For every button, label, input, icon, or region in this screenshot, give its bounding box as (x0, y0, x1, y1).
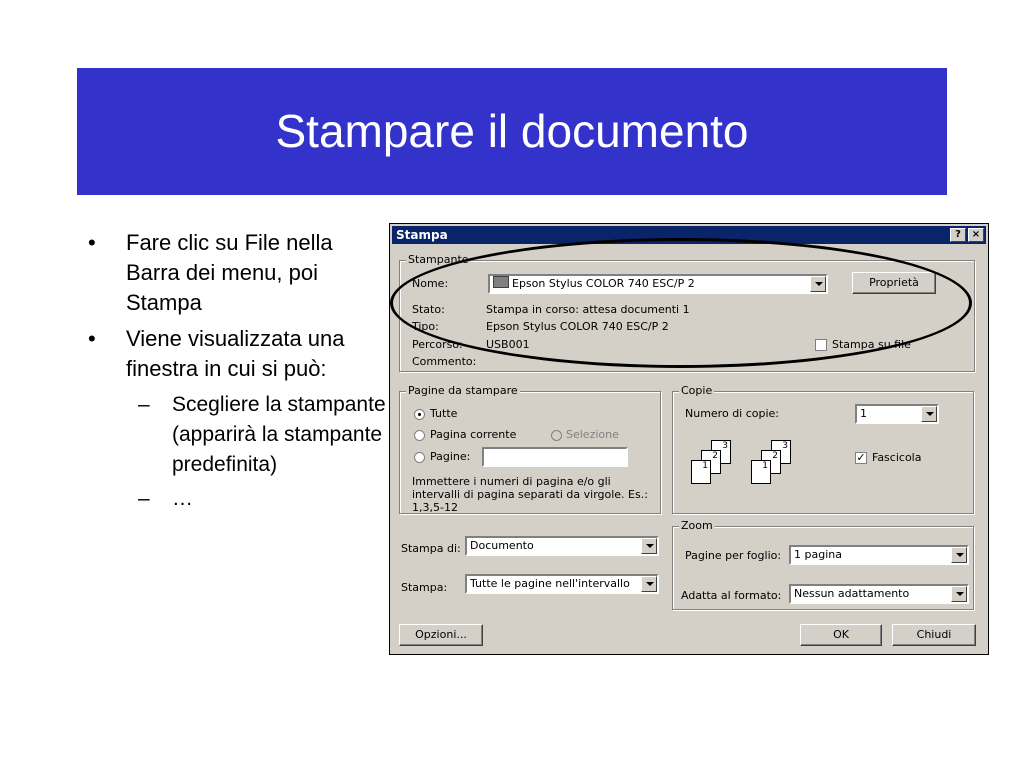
print-what-label: Stampa di: (401, 542, 461, 555)
copies-count-stepper[interactable]: 1 (855, 404, 939, 424)
radio-selection[interactable] (551, 430, 562, 441)
copies-group (672, 384, 974, 514)
collate-checkbox[interactable]: ✓ (856, 451, 866, 464)
print-dialog (389, 223, 989, 655)
zoom-legend: Zoom (681, 519, 713, 532)
page-icon: 3 (771, 440, 791, 464)
copies-count-label: Numero di copie: (685, 407, 780, 420)
printer-legend: Stampante (408, 253, 469, 266)
pages-per-sheet-label: Pagine per foglio: (685, 549, 782, 562)
page-icon: 3 (711, 440, 731, 464)
radio-all-pages[interactable] (414, 409, 425, 420)
all-pages-label: Tutte (430, 407, 458, 420)
print-to-file-label: Stampa su file (832, 338, 911, 351)
status-value: Stampa in corso: attesa documenti 1 (486, 303, 690, 316)
printer-name-select[interactable]: Epson Stylus COLOR 740 ESC/P 2 (488, 274, 828, 294)
dash-marker: – (138, 393, 150, 416)
print-what-select[interactable]: Documento (465, 536, 659, 556)
close-button[interactable]: Chiudi (892, 624, 976, 646)
chevron-down-icon[interactable] (951, 586, 967, 602)
radio-current-page[interactable] (414, 430, 425, 441)
zoom-group (672, 519, 974, 610)
page-range-label: Pagine: (430, 450, 471, 463)
page-range-input[interactable] (482, 447, 628, 467)
sub-bullet-item (88, 390, 388, 480)
chevron-down-icon[interactable] (641, 576, 657, 592)
radio-page-range[interactable] (414, 452, 425, 463)
dialog-title: Stampa (396, 228, 448, 242)
page-icon: 2 (761, 450, 781, 474)
close-icon[interactable]: × (968, 228, 984, 242)
sub-bullet-item (88, 484, 388, 514)
comment-label: Commento: (412, 355, 477, 368)
page-icon: 1 (751, 460, 771, 484)
print-label: Stampa: (401, 581, 448, 594)
slide-title-bar (77, 68, 947, 195)
status-label: Stato: (412, 303, 445, 316)
current-page-label: Pagina corrente (430, 428, 517, 441)
chevron-down-icon[interactable] (951, 547, 967, 563)
printer-group (399, 253, 975, 372)
scale-label: Adatta al formato: (681, 589, 782, 602)
spinner-icon[interactable] (921, 406, 937, 422)
dash-marker: – (138, 487, 150, 510)
page-range-group (399, 384, 661, 514)
collate-label: Fascicola (872, 451, 922, 464)
bullet-item (88, 324, 388, 384)
print-to-file-checkbox[interactable] (815, 339, 827, 351)
page-range-legend: Pagine da stampare (408, 384, 518, 397)
printer-name-label: Nome: (412, 277, 449, 290)
bullet-item (88, 228, 388, 318)
slide-title: Stampare il documento (275, 105, 749, 157)
pages-per-sheet-select[interactable]: 1 pagina (789, 545, 969, 565)
sub-bullet-text: … (172, 487, 193, 510)
options-button[interactable]: Opzioni... (399, 624, 483, 646)
scale-select[interactable]: Nessun adattamento (789, 584, 969, 604)
print-select[interactable]: Tutte le pagine nell'intervallo (465, 574, 659, 594)
dialog-title-bar (392, 226, 986, 244)
bullet-marker: • (88, 230, 96, 255)
bullet-text: Fare clic su File nella Barra dei menu, poi Stampa (126, 230, 333, 315)
bullet-text: Viene visualizzata una finestra in cui si può: (126, 326, 345, 381)
selection-label: Selezione (566, 428, 619, 441)
printer-icon (493, 276, 509, 288)
chevron-down-icon[interactable] (810, 276, 826, 292)
copies-legend: Copie (681, 384, 713, 397)
bullet-list (88, 228, 388, 518)
page-icon: 1 (691, 460, 711, 484)
page-icon: 2 (701, 450, 721, 474)
chevron-down-icon[interactable] (641, 538, 657, 554)
help-button[interactable]: ? (950, 228, 966, 242)
ok-button[interactable]: OK (800, 624, 882, 646)
type-value: Epson Stylus COLOR 740 ESC/P 2 (486, 320, 669, 333)
path-value: USB001 (486, 338, 530, 351)
sub-bullet-text: Scegliere la stampante (apparirà la stampante predefinita) (172, 393, 386, 476)
properties-button[interactable]: Proprietà (852, 272, 936, 294)
type-label: Tipo: (412, 320, 439, 333)
path-label: Percorso: (412, 338, 463, 351)
bullet-marker: • (88, 326, 96, 351)
page-range-hint: Immettere i numeri di pagina e/o gli intervalli di pagina separati da virgole. Es.: 1,3,5-12 (412, 475, 648, 514)
